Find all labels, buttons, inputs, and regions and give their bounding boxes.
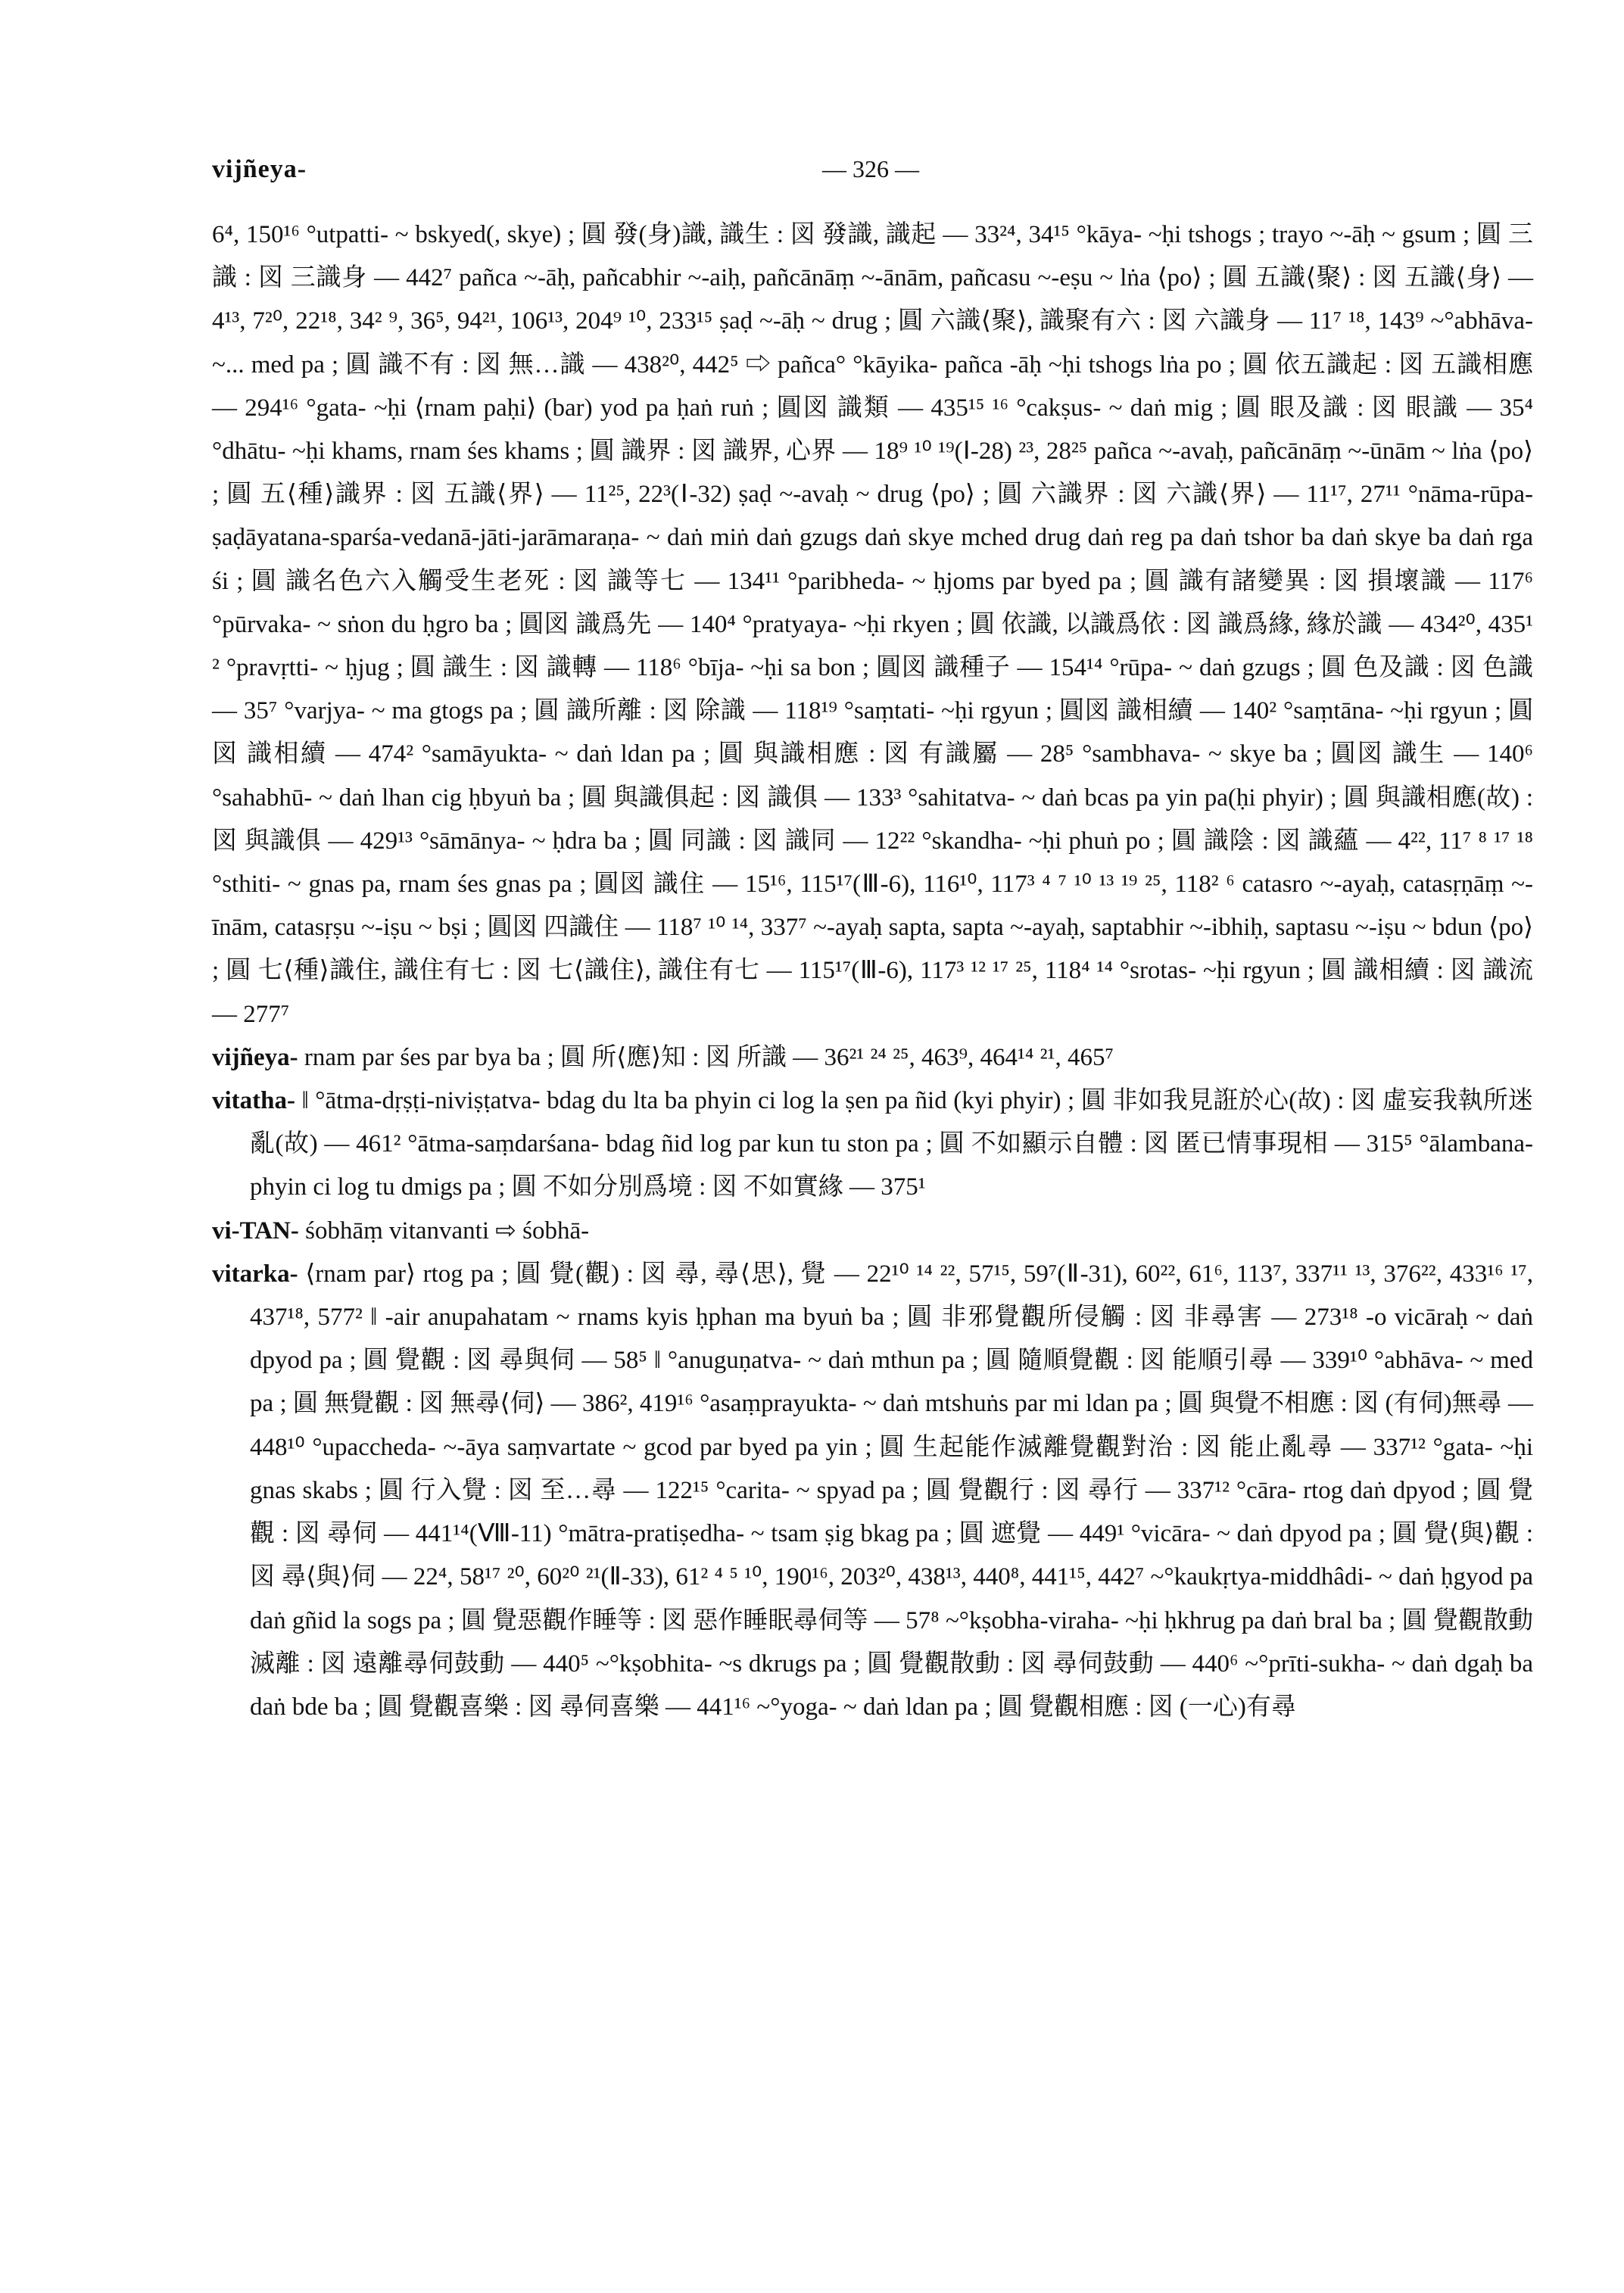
entry-vi-tan [212, 1210, 1533, 1253]
running-headword: vijñeya- [212, 155, 307, 183]
entry-text: rnam par śes par bya ba ; 圓 所⟨應⟩知 : 図 所識 — 36²¹ ²⁴ ²⁵, 463⁹, 464¹⁴ ²¹, 465⁷ [304, 1043, 1114, 1071]
entry-headword: vitarka- [212, 1260, 298, 1288]
entry-vijneya [212, 1036, 1533, 1080]
dictionary-text [212, 213, 1533, 1729]
entry-text: ‖ °ātma-dṛṣṭi-niviṣṭatva- bdag du lta ba phyin ci log la ṣen pa ñid (kyi phyir) ; 圓 非如我見誑於心(故) : 図 虛妄我執所迷亂(故) — 461² °ātma-saṃdarśana- bdag ñid log par kun tu ston pa ; 圓 不如顯示自體 : 図 匿已情事現相 — 315⁵ °ālambana- phyin ci log tu dmigs pa ; 圓 不如分別爲境 : 図 不如實緣 — 375¹ [250, 1087, 1533, 1201]
entry-continuation [212, 213, 1533, 1036]
entry-text: ⟨rnam par⟩ rtog pa ; 圓 覺(觀) : 図 尋, 尋⟨思⟩, 覺 — 22¹⁰ ¹⁴ ²², 57¹⁵, 59⁷(Ⅱ-31), 60²², 61⁶, 113⁷, 337¹¹ ¹³, 376²², 433¹⁶ ¹⁷, 437¹⁸, 577² ‖ -air anupahatam ~ rnams kyis ḥphan ma byuṅ ba ; 圓 非邪覺觀所侵觸 : 図 非尋害 — 273¹⁸ -o vicāraḥ ~ daṅ dpyod pa ; 圓 覺觀 : 図 尋與伺 — 58⁵ ‖ °anuguṇatva- ~ daṅ mthun pa ; 圓 隨順覺觀 : 図 能順引尋 — 339¹⁰ °abhāva- ~ med pa ; 圓 無覺觀 : 図 無尋⟨伺⟩ — 386², 419¹⁶ °asaṃprayukta- ~ daṅ mtshuṅs par mi ldan pa ; 圓 與覺不相應 : 図 (有伺)無尋 — 448¹⁰ °upaccheda- ~-āya saṃvartate ~ gcod par byed pa yin ; 圓 生起能作滅離覺觀對治 : 図 能止亂尋 — 337¹² °gata- ~ḥi gnas skabs ; 圓 行入覺 : 図 至…尋 — 122¹⁵ °carita- ~ spyad pa ; 圓 覺觀行 : 図 尋行 — 337¹² °cāra- rtog daṅ dpyod ; 圓 覺觀 : 図 尋伺 — 441¹⁴(Ⅷ-11) °mātra-pratiṣedha- ~ tsam ṣig bkag pa ; 圓 遮覺 — 449¹ °vicāra- ~ daṅ dpyod pa ; 圓 覺⟨與⟩觀 : 図 尋⟨與⟩伺 — 22⁴, 58¹⁷ ²⁰, 60²⁰ ²¹(Ⅱ-33), 61² ⁴ ⁵ ¹⁰, 190¹⁶, 203²⁰, 438¹³, 440⁸, 441¹⁵, 442⁷ ~°kaukṛtya-middhâdi- ~ daṅ ḥgyod pa daṅ gñid la sogs pa ; 圓 覺惡觀作睡等 : 図 惡作睡眠尋伺等 — 57⁸ ~°kṣobha-viraha- ~ḥi ḥkhrug pa daṅ bral ba ; 圓 覺觀散動滅離 : 図 遠離尋伺鼓動 — 440⁵ ~°kṣobhita- ~s dkrugs pa ; 圓 覺觀散動 : 図 尋伺鼓動 — 440⁶ ~°prīti-sukha- ~ daṅ dgaḥ ba daṅ bde ba ; 圓 覺觀喜樂 : 図 尋伺喜樂 — 441¹⁶ ~°yoga- ~ daṅ ldan pa ; 圓 覺觀相應 : 図 (一心)有尋 [250, 1260, 1533, 1721]
entry-text: śobhāṃ vitanvanti ⇨ śobhā- [305, 1217, 590, 1245]
entry-text: 6⁴, 150¹⁶ °utpatti- ~ bskyed(, skye) ; 圓 發(身)識, 識生 : 図 發識, 識起 — 33²⁴, 34¹⁵ °kāya- ~ḥi tshogs ; trayo ~-āḥ ~ gsum ; 圓 三識 : 図 三識身 — 442⁷ pañca ~-āḥ, pañcabhir ~-aiḥ, pañcānāṃ ~-ānām, pañcasu ~-eṣu ~ lṅa ⟨po⟩ ; 圓 五識⟨聚⟩ : 図 五識⟨身⟩ — 4¹³, 7²⁰, 22¹⁸, 34² ⁹, 36⁵, 94²¹, 106¹³, 204⁹ ¹⁰, 233¹⁵ ṣaḍ ~-āḥ ~ drug ; 圓 六識⟨聚⟩, 識聚有六 : 図 六識身 — 11⁷ ¹⁸, 143⁹ ~°abhāva- ~... med pa ; 圓 識不有 : 図 無…識 — 438²⁰, 442⁵ ⇨ pañca° °kāyika- pañca -āḥ ~ḥi tshogs lṅa po ; 圓 依五識起 : 図 五識相應 — 294¹⁶ °gata- ~ḥi ⟨rnam paḥi⟩ (bar) yod pa ḥaṅ ruṅ ; 圓図 識類 — 435¹⁵ ¹⁶ °cakṣus- ~ daṅ mig ; 圓 眼及識 : 図 眼識 — 35⁴ °dhātu- ~ḥi khams, rnam śes khams ; 圓 識界 : 図 識界, 心界 — 18⁹ ¹⁰ ¹⁹(Ⅰ-28) ²³, 28²⁵ pañca ~-avaḥ, pañcānāṃ ~-ūnām ~ lṅa ⟨po⟩ ; 圓 五⟨種⟩識界 : 図 五識⟨界⟩ — 11²⁵, 22³(Ⅰ-32) ṣaḍ ~-avaḥ ~ drug ⟨po⟩ ; 圓 六識界 : 図 六識⟨界⟩ — 11¹⁷, 27¹¹ °nāma-rūpa-ṣaḍāyatana-sparśa-vedanā-jāti-jarāmaraṇa- ~ daṅ miṅ daṅ gzugs daṅ skye mched drug daṅ reg pa daṅ tshor ba daṅ skye ba daṅ rga śi ; 圓 識名色六入觸受生老死 : 図 識等七 — 134¹¹ °paribheda- ~ ḥjoms par byed pa ; 圓 識有諸變異 : 図 損壞識 — 117⁶ °pūrvaka- ~ sṅon du ḥgro ba ; 圓図 識爲先 — 140⁴ °pratyaya- ~ḥi rkyen ; 圓 依識, 以識爲依 : 図 識爲緣, 緣於識 — 434²⁰, 435¹ ² °pravṛtti- ~ ḥjug ; 圓 識生 : 図 識轉 — 118⁶ °bīja- ~ḥi sa bon ; 圓図 識種子 — 154¹⁴ °rūpa- ~ daṅ gzugs ; 圓 色及識 : 図 色識 — 35⁷ °varjya- ~ ma gtogs pa ; 圓 識所離 : 図 除識 — 118¹⁹ °saṃtati- ~ḥi rgyun ; 圓図 識相續 — 140² °saṃtāna- ~ḥi rgyun ; 圓図 識相續 — 474² °samāyukta- ~ daṅ ldan pa ; 圓 與識相應 : 図 有識屬 — 28⁵ °sambhava- ~ skye ba ; 圓図 識生 — 140⁶ °sahabhū- ~ daṅ lhan cig ḥbyuṅ ba ; 圓 與識俱起 : 図 識俱 — 133³ °sahitatva- ~ daṅ bcas pa yin pa(ḥi phyir) ; 圓 與識相應(故) : 図 與識俱 — 429¹³ °sāmānya- ~ ḥdra ba ; 圓 同識 : 図 識同 — 12²² °skandha- ~ḥi phuṅ po ; 圓 識陰 : 図 識蘊 — 4²², 11⁷ ⁸ ¹⁷ ¹⁸ °sthiti- ~ gnas pa, rnam śes gnas pa ; 圓図 識住 — 15¹⁶, 115¹⁷(Ⅲ-6), 116¹⁰, 117³ ⁴ ⁷ ¹⁰ ¹³ ¹⁹ ²⁵, 118² ⁶ catasro ~-ayaḥ, catasṛṇāṃ ~-īnām, catasṛṣu ~-iṣu ~ bṣi ; 圓図 四識住 — 118⁷ ¹⁰ ¹⁴, 337⁷ ~-ayaḥ sapta, sapta ~-ayaḥ, saptabhir ~-ibhiḥ, saptasu ~-iṣu ~ bdun ⟨po⟩ ; 圓 七⟨種⟩識住, 識住有七 : 図 七⟨識住⟩, 識住有七 — 115¹⁷(Ⅲ-6), 117³ ¹² ¹⁷ ²⁵, 118⁴ ¹⁴ °srotas- ~ḥi rgyun ; 圓 識相續 : 図 識流 — 277⁷ [212, 221, 1533, 1028]
entry-headword: vi-TAN- [212, 1217, 299, 1245]
entry-headword: vijñeya- [212, 1043, 298, 1071]
entry-vitatha [212, 1080, 1533, 1210]
running-head [212, 155, 1529, 201]
page-number: — 326 — [822, 155, 919, 182]
entry-vitarka [212, 1253, 1533, 1729]
entry-headword: vitatha- [212, 1087, 295, 1115]
